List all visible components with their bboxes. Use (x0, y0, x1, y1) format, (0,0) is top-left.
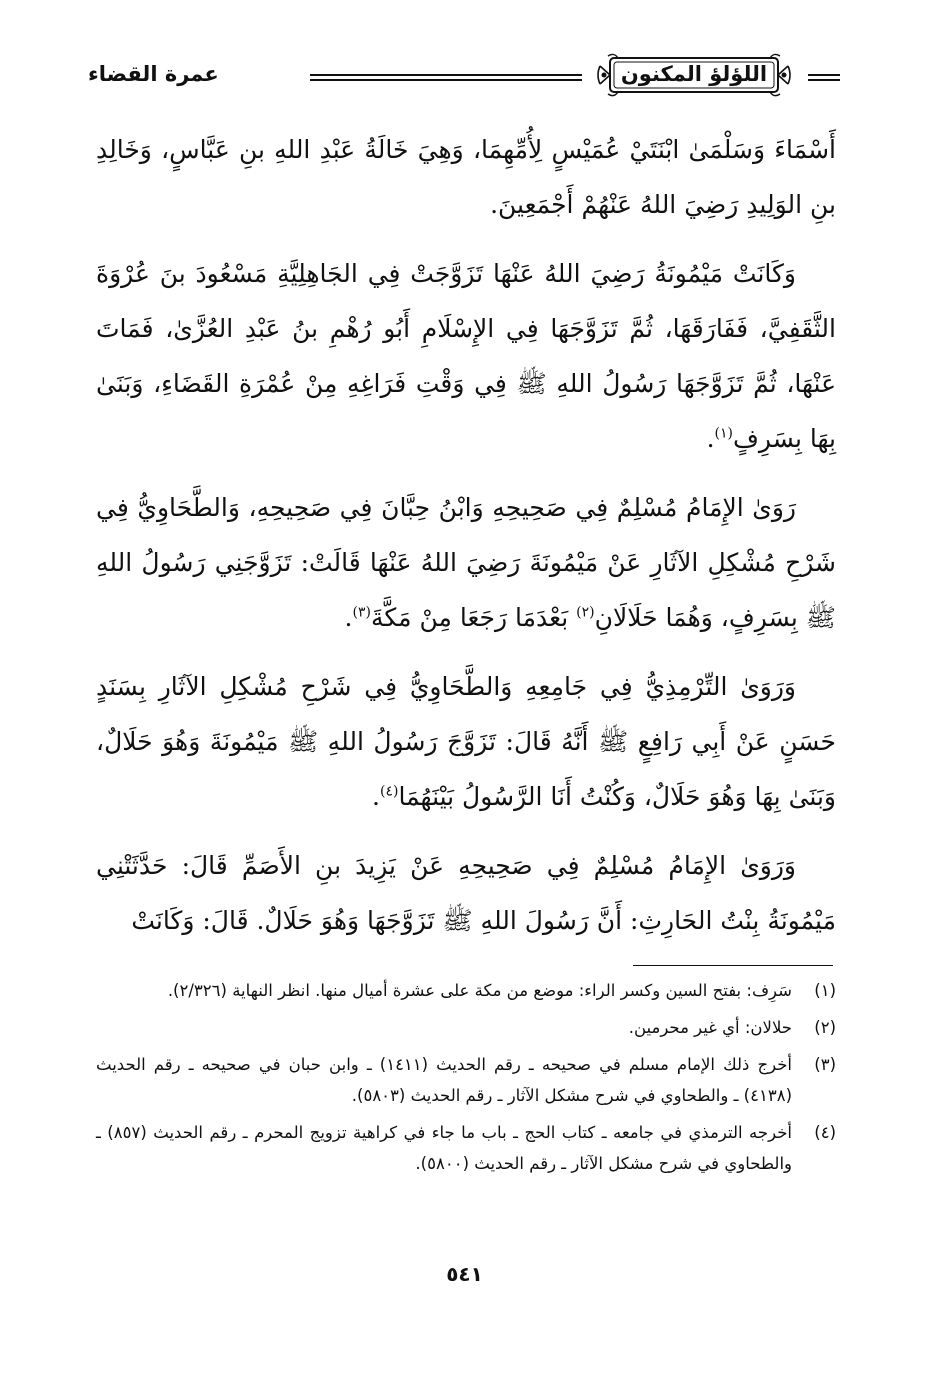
paragraph-text: بَعْدَمَا رَجَعَا مِنْ مَكَّةَ (370, 603, 577, 632)
paragraph-2 (96, 246, 836, 466)
footnote-ref[interactable]: (٢) (576, 604, 595, 621)
header-rule-middle (310, 74, 582, 81)
footnote-number: (١) (814, 981, 836, 1000)
footnote-2 (96, 1012, 836, 1043)
footnote-ref[interactable]: (١) (714, 425, 733, 442)
footnote-number: (٣) (814, 1055, 836, 1074)
page-header (88, 48, 840, 104)
paragraph-text: وَرَوَىٰ الإِمَامُ مُسْلِمٌ فِي صَحِيحِهِ عَنْ يَزِيدَ بنِ الأَصَمِّ قَالَ: حَدَّثَتْنِي مَيْمُونَةُ بِنْتُ الحَارِثِ: أَنَّ رَسُولَ اللهِ ﷺ تَزَوَّجَهَا وَهُوَ حَلَالٌ. قَالَ: وَكَانَتْ (96, 851, 836, 935)
paragraph-end: . (372, 782, 380, 811)
footnote-text: أخرج ذلك الإمام مسلم في صحيحه ـ رقم الحديث (١٤١١) ـ وابن حبان في صحيحه ـ رقم الحديث (٤١٣٨) ـ والطحاوي في شرح مشكل الآثار ـ رقم الحديث (٥٨٠٣). (96, 1055, 792, 1105)
paragraph-4 (96, 659, 836, 824)
page-number: ٥٤١ (446, 1262, 483, 1286)
footnote-1 (96, 975, 836, 1006)
paragraph-text: وَرَوَىٰ التِّرْمِذِيُّ فِي جَامِعِهِ وَالطَّحَاوِيُّ فِي شَرْحِ مُشْكِلِ الآثَارِ بِسَنَدٍ حَسَنٍ عَنْ أَبِي رَافِعٍ ﷺ أَنَّهُ قَالَ: تَزَوَّجَ رَسُولُ اللهِ ﷺ مَيْمُونَةَ وَهُوَ حَلَالٌ، وَبَنَىٰ بِهَا وَهُوَ حَلَالٌ، وَكُنْتُ أَنَا الرَّسُولُ بَيْنَهُمَا (96, 672, 836, 811)
paragraph-end: . (706, 424, 715, 453)
main-text (96, 122, 836, 962)
running-title: اللؤلؤ المكنون (620, 62, 768, 86)
footnote-ref[interactable]: (٤) (380, 783, 399, 800)
footnote-text: أخرجه الترمذي في جامعه ـ كتاب الحج ـ باب ما جاء في كراهية تزويج المحرم ـ رقم الحديث (٨٥٧) ـ والطحاوي في شرح مشكل الآثار ـ رقم الحديث (٥٨٠٠). (96, 1123, 792, 1173)
header-cartouche (596, 52, 792, 98)
footnote-text: سَرِف: بفتح السين وكسر الراء: موضع من مكة على عشرة أميال منها. انظر النهاية (٢/٣٢٦). (167, 981, 792, 1000)
paragraph-5 (96, 838, 836, 948)
header-rule-right (808, 74, 840, 81)
paragraph-end: . (344, 603, 353, 632)
footnote-3 (96, 1049, 836, 1111)
chapter-title: عمرة القضاء (88, 62, 219, 86)
paragraph-1 (96, 122, 836, 232)
paragraph-3 (96, 480, 836, 645)
footnotes (96, 975, 836, 1185)
paragraph-text: وَكَانَتْ مَيْمُونَةُ رَضِيَ اللهُ عَنْهَا تَزَوَّجَتْ فِي الجَاهِلِيَّةِ مَسْعُودَ بنَ عُرْوَةَ الثَّقَفِيَّ، فَفَارَقَهَا، ثُمَّ تَزَوَّجَهَا فِي الإِسْلَامِ أَبُو رُهْمِ بنُ عَبْدِ العُزَّىٰ، فَمَاتَ عَنْهَا، ثُمَّ تَزَوَّجَهَا رَسُولُ اللهِ ﷺ فِي وَقْتِ فَرَاغِهِ مِنْ عُمْرَةِ القَضَاءِ، وَبَنَىٰ بِهَا بِسَرِفٍ (96, 259, 836, 453)
footnote-number: (٤) (814, 1123, 836, 1142)
paragraph-text: رَوَىٰ الإِمَامُ مُسْلِمٌ فِي صَحِيحِهِ وَابْنُ حِبَّانَ فِي صَحِيحِهِ، وَالطَّحَاوِيُّ فِي شَرْحِ مُشْكِلِ الآثَارِ عَنْ مَيْمُونَةَ رَضِيَ اللهُ عَنْهَا قَالَتْ: تَزَوَّجَنِي رَسُولُ اللهِ ﷺ بِسَرِفٍ، وَهُمَا حَلَالَانِ (96, 493, 836, 632)
paragraph-text: أَسْمَاءَ وَسَلْمَىٰ ابْنَتَيْ عُمَيْسٍ لِأُمِّهِمَا، وَهِيَ خَالَةُ عَبْدِ اللهِ بنِ عَبَّاسٍ، وَخَالِدِ بنِ الوَلِيدِ رَضِيَ اللهُ عَنْهُمْ أَجْمَعِينَ. (96, 135, 836, 219)
footnote-text: حلالان: أي غير محرمين. (628, 1018, 792, 1037)
footnote-number: (٢) (814, 1018, 836, 1037)
footnote-separator (633, 965, 833, 966)
footnote-ref[interactable]: (٣) (352, 604, 371, 621)
footnote-4 (96, 1117, 836, 1179)
